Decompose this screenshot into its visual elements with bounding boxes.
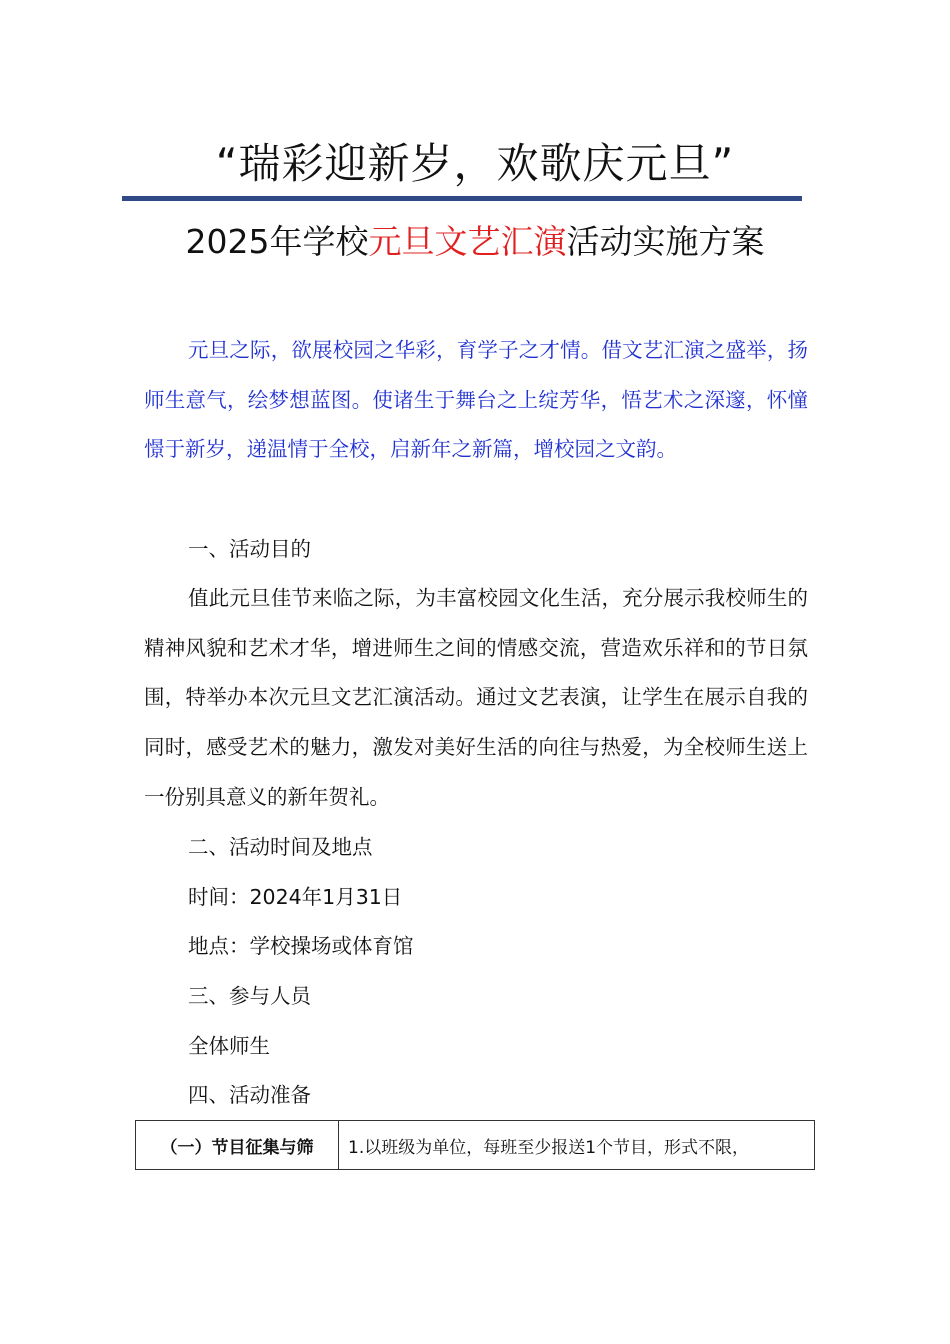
title-underline (122, 196, 802, 201)
table-cell-category: （一）节目征集与筛 (136, 1121, 339, 1169)
subtitle-suffix: 活动实施方案 (566, 222, 765, 261)
section-heading-purpose: 一、活动目的 (188, 537, 311, 561)
participants-line: 全体师生 (188, 1034, 270, 1058)
time-line: 时间：2024年1月31日 (188, 885, 403, 909)
table-cell-detail: 1.以班级为单位，每班至少报送1个节目，形式不限， (348, 1137, 750, 1158)
subtitle (0, 218, 950, 266)
section-heading-time-place: 二、活动时间及地点 (188, 835, 373, 859)
intro-paragraph: 元旦之际，欲展校园之华彩，育学子之才情。借文艺汇演之盛举，扬师生意气，绘梦想蓝图。使诸生于舞台之上绽芳华，悟艺术之深邃，怀憧憬于新岁，递温情于全校，启新年之新篇，增校园之文韵。 (144, 338, 808, 462)
purpose-paragraph: 值此元旦佳节来临之际，为丰富校园文化生活，充分展示我校师生的精神风貌和艺术才华，增进师生之间的情感交流，营造欢乐祥和的节日氛围，特举办本次元旦文艺汇演活动。通过文艺表演，让学生在展示自我的同时，感受艺术的魅力，激发对美好生活的向往与热爱，为全校师生送上一份别具意义的新年贺礼。 (144, 586, 808, 809)
preparation-table (135, 1120, 815, 1170)
subtitle-prefix: 2025年学校 (185, 222, 369, 261)
section-heading-participants: 三、参与人员 (188, 984, 311, 1008)
subtitle-highlight: 元旦文艺汇演 (368, 222, 567, 261)
section-heading-preparation: 四、活动准备 (188, 1083, 311, 1107)
page-title: “瑞彩迎新岁，欢歌庆元旦” (215, 139, 735, 188)
place-line: 地点：学校操场或体育馆 (188, 934, 414, 958)
